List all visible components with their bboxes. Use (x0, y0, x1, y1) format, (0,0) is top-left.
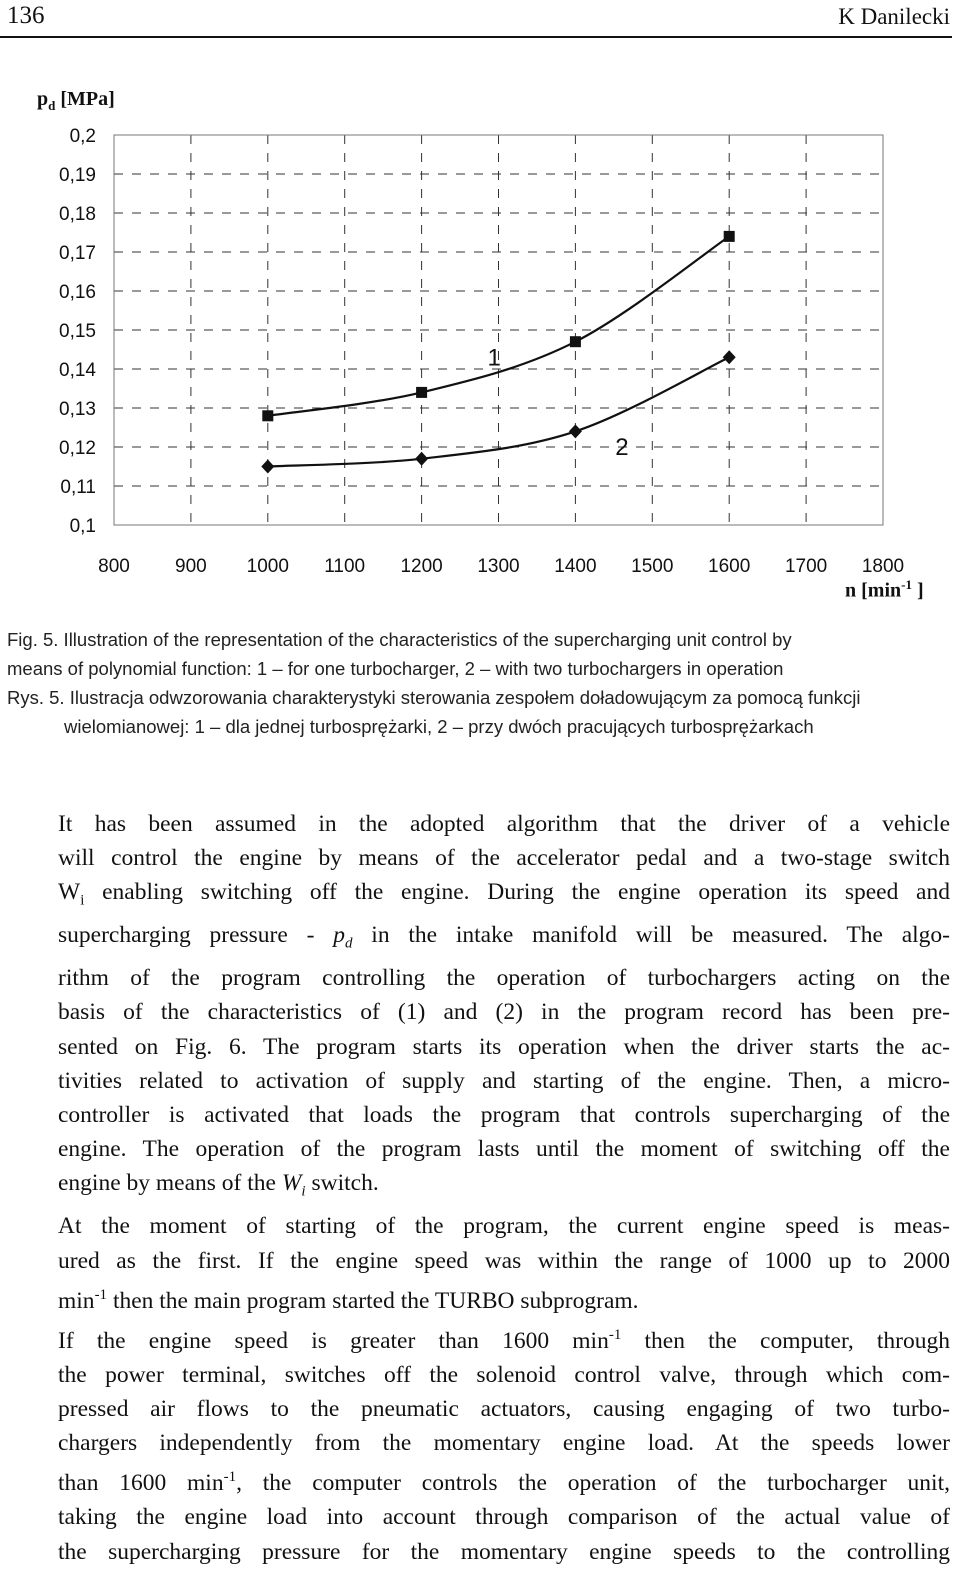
paragraph-2 (7, 1209, 950, 1317)
text-line: At the moment of starting of the program, the current engine speed is meas- (58, 1213, 950, 1240)
x-tick-label: 1800 (861, 556, 905, 577)
x-tick-label: 1400 (554, 556, 597, 577)
page-number: 136 (7, 2, 45, 29)
y-tick-label: 0,11 (60, 477, 96, 498)
text-line: the power terminal, switches off the solenoid control valve, through which com- (58, 1361, 950, 1388)
text-line: tivities related to activation of supply and starting of the engine. Then, a micro- (58, 1067, 950, 1094)
text-line: than 1600 $\min^{-1}$, the computer controls the operation of the turbocharger unit, (58, 1469, 950, 1497)
text-line: If the engine speed is greater than 1600 $\min^{-1}$ then the computer, through (58, 1326, 951, 1354)
series-2-diamond-marker (415, 452, 428, 466)
curve-label-1: 1 (487, 344, 501, 372)
y-tick-label: 0,1 (69, 516, 96, 537)
y-tick-label: 0,13 (59, 399, 96, 420)
text-line: the supercharging pressure for the momentary engine speeds to the controlling (58, 1538, 950, 1565)
paragraph-1 (7, 807, 950, 1209)
series-2-diamond-marker (723, 350, 736, 364)
text-line: sented on Fig. 6. The program starts its operation when the driver starts the ac- (58, 1033, 950, 1060)
x-tick-label: 1300 (477, 556, 520, 577)
curve-label-2: 2 (615, 434, 629, 461)
figure-caption-english (7, 625, 952, 683)
text-line: rithm of the program controlling the operation of turbochargers acting on the (58, 965, 950, 992)
text-line: $\min^{-1}$ then the main program started the TURBO subprogram. (58, 1286, 639, 1314)
text-line: pressed air flows to the pneumatic actuators, causing engaging of two turbo- (58, 1395, 950, 1422)
y-tick-label: 0,2 (69, 126, 96, 147)
x-tick-label: 1000 (246, 556, 289, 577)
text-line: chargers independently from the momentary engine load. At the speeds lower (58, 1430, 950, 1457)
pressure-speed-chart (0, 80, 960, 620)
figure-5 (0, 80, 960, 620)
x-tick-label: 1200 (400, 556, 443, 577)
x-tick-label: 1700 (784, 556, 828, 577)
series-2-diamond-marker (569, 424, 582, 438)
series-1-square-marker (570, 336, 581, 347)
text-line: ured as the first. If the engine speed was within the range of 1000 up to 2000 (58, 1247, 950, 1274)
x-tick-label: 1600 (708, 556, 751, 577)
y-tick-label: 0,12 (59, 438, 96, 459)
y-tick-label: 0,19 (59, 165, 96, 186)
figure-caption-polish (7, 683, 952, 741)
text-line: will control the engine by means of the accelerator pedal and a two-stage switch (58, 845, 950, 872)
series-1-square-marker (262, 410, 273, 421)
x-tick-label: 800 (98, 556, 130, 577)
y-tick-label: 0,18 (59, 204, 96, 225)
x-tick-label: 1100 (324, 556, 366, 577)
y-tick-label: 0,16 (59, 282, 96, 303)
series-1-square-marker (724, 231, 735, 242)
body-text (7, 807, 950, 1569)
text-line: basis of the characteristics of (1) and (2) in the program record has been pre- (58, 999, 950, 1026)
x-tick-label: 1500 (631, 556, 674, 577)
series-2-diamond-marker (261, 460, 274, 474)
text-line: It has been assumed in the adopted algorithm that the driver of a vehicle (58, 811, 950, 837)
caption-en-line-2: means of polynomial function: 1 – for one turbocharger, 2 – with two turbochargers in operation (7, 658, 784, 679)
x-axis-label: n [$\min^{-1}$ ] (845, 577, 924, 602)
text-line: $W_i$ enabling switching off the engine. During the engine operation its speed and (58, 879, 950, 910)
caption-pl-line-2: wielomianowej: 1 – dla jednej turbosprężarki, 2 – przy dwóch pracujących turbosprężarkach (64, 716, 814, 737)
caption-en-line-1: Fig. 5. Illustration of the representation of the characteristics of the supercharging unit control by (7, 629, 792, 650)
y-axis-label: $p_d$ [MPa] (37, 88, 115, 113)
text-line: supercharging pressure - $p_d$ in the intake manifold will be measured. The algo- (58, 922, 950, 952)
x-tick-label: 900 (175, 556, 207, 577)
y-tick-label: 0,14 (59, 360, 96, 381)
page-header (0, 0, 960, 38)
header-rule (0, 36, 952, 38)
text-line: taking the engine load into account through comparison of the actual value of (58, 1504, 950, 1531)
y-tick-label: 0,17 (59, 243, 96, 264)
text-line: controller is activated that loads the program that controls supercharging of the (58, 1102, 950, 1128)
y-tick-label: 0,15 (59, 321, 96, 342)
caption-pl-line-1: Rys. 5. Ilustracja odwzorowania charakterystyki sterowania zespołem doładowującym za pomocą funkcji (7, 687, 861, 708)
running-head-author: K Danilecki (838, 4, 950, 29)
series-1-square-marker (416, 387, 427, 398)
text-line: engine by means of the $W_i$ switch. (58, 1170, 379, 1201)
paragraph-3 (7, 1318, 950, 1569)
text-line: engine. The operation of the program lasts until the moment of switching off the (58, 1136, 950, 1163)
